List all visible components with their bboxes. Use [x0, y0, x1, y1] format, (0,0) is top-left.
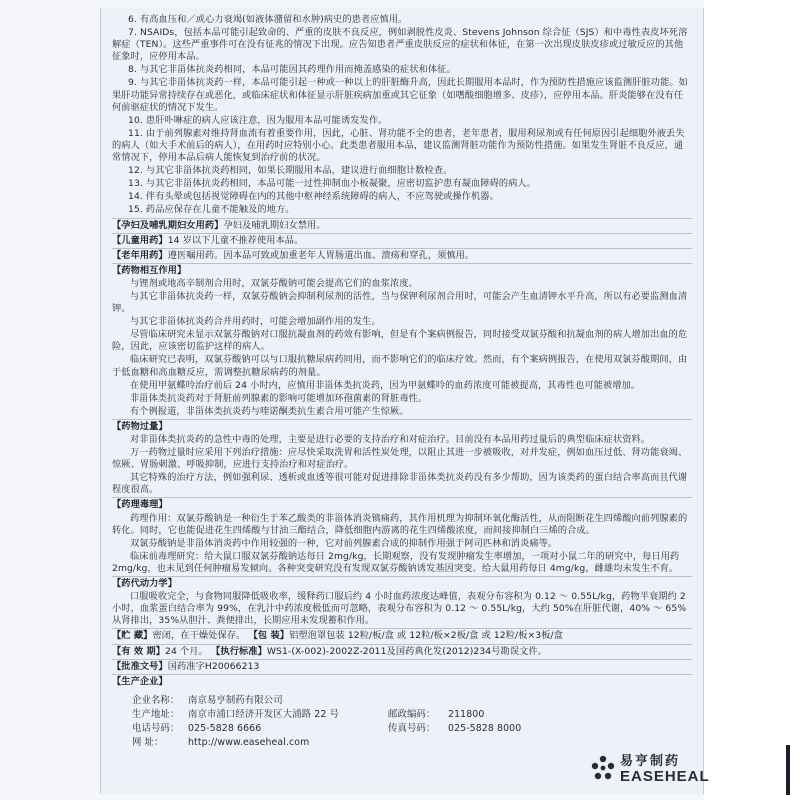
validity-text: 24 个月。: [165, 645, 208, 657]
storage-text: 密闭，在干燥处保存。: [152, 630, 246, 642]
address-value: 南京市浦口经济开发区大浦路 22 号: [188, 708, 339, 720]
pregnancy-text: 孕妇及哺乳期妇女禁用。: [223, 219, 326, 231]
precaution-6: 6. 有高血压和／或心力衰竭(如液体潴留和水肿)病史的患者应慎用。: [128, 14, 408, 25]
interaction-paragraph: 与锂剂或地高辛制剂合用时，双氯芬酸钠可能会提高它们的血浆浓度。: [130, 277, 418, 289]
precaution-9: 9. 与其它非甾体抗炎药一样，本品可能引起一种或一种以上的肝脏酶升高，因此长期服用本品时，作为预防性措施应该监测肝脏功能。如果肝功能异常持续存在或恶化，或临床症状和体征显示肝脏疾病加重或其它征象（如嗜酸细胞增多、皮疹），应停用本品。肝炎能够在没有任何前驱症状的情况下发生。: [112, 77, 688, 113]
manufacturer-heading: 【生产企业】: [112, 674, 692, 688]
company-name-value: 南京易亨制药有限公司: [188, 694, 283, 706]
elderly-text: 遵医嘱用药。因本品可致或加重老年人胃肠道出血、溃疡和穿孔，须慎用。: [167, 249, 475, 261]
interaction-paragraph: 有个例报道，非甾体类抗炎药与喹诺酮类抗生素合用可能产生惊厥。: [130, 405, 409, 417]
approval-text: 国药准字H20066213: [167, 660, 260, 672]
validity-standard-section: [112, 644, 692, 658]
logo-mark-icon: [590, 754, 616, 784]
overdose-paragraph: 万一药物过量时应采用下列治疗措施：应尽快采取洗胃和活性炭处理，以阻止其进一步被吸收，对并发症，例如血压过低、肾功能衰竭、惊厥、胃肠刺激、呼吸抑制，应进行支持治疗和对症治疗。: [112, 447, 688, 471]
standard-text: WS1-(X-002)-2002Z-2011及国药典化发(2012)234号勘误文件。: [266, 645, 547, 657]
standard-heading: 【执行标准】: [211, 645, 267, 657]
company-name-label: 企业名称：: [132, 694, 180, 706]
website-label: 网 址：: [132, 736, 164, 748]
pharmacology-paragraph: 临床前毒理研究：给大鼠口服双氯芬酸钠达每日 2mg/kg，长期观察，没有发现肿瘤发生率增加，一项对小鼠二年的研究中，每日用药 2mg/kg，也未见到任何肿瘤易发倾向。各种突变研究没有发现双氯芬酸钠诱发基因突变。给大鼠用药每日 4mg/kg，雌雄均未发生不育。: [112, 550, 680, 574]
validity-heading: 【有 效 期】: [112, 645, 166, 657]
precaution-11: 11. 由于前列腺素对维持肾血流有着重要作用，因此，心脏、肾功能不全的患者，老年患者，服用利尿剂或有任何原因引起细胞外液丢失的病人（如大手术前后的病人），在用药时应特别小心。此类患者服用本品，建议监测肾脏功能作为预防性措施。如果发生肾脏不良反应，通常情况下，停用本品后病人能恢复到治疗前的状况。: [112, 127, 685, 164]
overdose-paragraph: 其它特殊的治疗方法，例如强利尿、透析或血透等很可能对促进排除非甾体类抗炎药没有多少帮助，因为该类药的蛋白结合率高而且代谢程度很高。: [112, 472, 688, 496]
manufacturer-info: [112, 694, 692, 750]
package-heading: 【包 装】: [248, 630, 290, 642]
package-text: 铝塑泡罩包装 12粒/板/盒 或 12粒/板×2板/盒 或 12粒/板×3板/盒: [289, 630, 563, 642]
elderly-section: [112, 248, 692, 262]
manufacturer-address-row: [132, 708, 692, 722]
precaution-15: 15. 药品应保存在儿童不能触及的地方。: [128, 204, 295, 216]
pharmacology-paragraph: 双氯芬酸钠是非甾体消炎药中作用较强的一种，它对前列腺素合成的抑制作用强于阿司匹林和消炎痛等。: [130, 537, 558, 549]
interaction-paragraph: 与其它非甾体抗炎药一样，双氯芬酸钠会抑制利尿剂的活性，当与保钾利尿剂合用时，可能会产生血清钾水平升高，所以有必要监测血清钾。: [112, 290, 688, 315]
pharmacology-paragraph: 药理作用：双氯芬酸钠是一种衍生于苯乙酸类的非甾体消炎镇痛药，其作用机理为抑制环氧化酶活性，从而阻断花生四烯酸向前列腺素的转化。同时，它也能促进花生四烯酸与甘油三酯结合，降低细胞内游离的花生四烯酸浓度，而间接抑制白三烯的合成。: [112, 512, 688, 536]
zip-label: 邮政编码：: [388, 708, 436, 720]
interaction-paragraph: 尽管临床研究未显示双氯芬酸钠对口服抗凝血剂的药效有影响，但是有个案病例报告，同时接受双氯芬酸和抗凝血剂的病人增加出血的危险，因此，应该密切监护这样的病人。: [112, 329, 688, 353]
right-margin: [704, 0, 800, 800]
pharmacology-heading: 【药理毒理】: [112, 497, 692, 511]
manufacturer-name-row: [132, 694, 692, 708]
fax-value: 025-5828 8000: [448, 722, 522, 734]
phone-value: 025-5828 6666: [188, 722, 262, 734]
pharmacokinetics-heading: 【药代动力学】: [112, 576, 692, 590]
overdose-heading: 【药物过量】: [112, 419, 692, 433]
precaution-14: 14. 伴有头晕或包括视觉障碍在内的其他中枢神经系统障碍的病人，不应驾驶或操作机器。: [128, 191, 499, 203]
interaction-paragraph: 与其它非甾体抗炎药合并用药时，可能会增加副作用的发生。: [130, 316, 381, 328]
children-heading: 【儿童用药】: [112, 234, 168, 246]
fax-label: 传真号码：: [388, 722, 436, 734]
pregnancy-section: [112, 218, 692, 232]
elderly-heading: 【老年用药】: [112, 249, 168, 261]
approval-heading: 【批准文号】: [112, 660, 168, 672]
approval-section: [112, 659, 692, 673]
zip-value: 211800: [448, 708, 485, 720]
precaution-12: 12. 与其它非甾体抗炎药相同，如果长期服用本品，建议进行血细胞计数检查。: [128, 165, 453, 177]
precaution-13: 13. 与其它非甾体抗炎药相同，本品可能一过性抑制血小板凝聚，应密切监护患有凝血障碍的病人。: [128, 178, 537, 190]
interaction-paragraph: 在使用甲氨蝶呤治疗前后 24 小时内，应慎用非甾体类抗炎药，因为甲氨蝶呤的血药浓度可能被提高，其毒性也可能被增加。: [130, 379, 641, 391]
edge-mark: [786, 745, 790, 795]
interaction-paragraph: 临床研究已表明，双氯芬酸钠可以与口服抗糖尿病药同用，而不影响它们的临床疗效。然而，有个案病例报告，在使用双氯芬酸期间，由于低血糖和高血糖反应，需调整抗糖尿病药的剂量。: [112, 354, 688, 378]
logo-english-name: EASEHEAL: [620, 768, 710, 785]
interaction-paragraph: 非甾体类抗炎药对于肾脏前列腺素的影响可能增加环孢菌素的肾脏毒性。: [130, 392, 428, 404]
website-value[interactable]: http://www.easeheal.com: [188, 736, 310, 748]
precaution-7: 7. NSAIDs，包括本品可能引起致命的、严重的皮肤不良反应，例如剥脱性皮炎、Stevens Johnson 综合征（SJS）和中毒性表皮坏死溶解症（TEN）。这些严重事件可在没有征兆的情况下出现。应告知患者严重皮肤反应的症状和体征，在第一次出现皮肤皮疹或过敏反应的其他征象时，应停用本品。: [112, 27, 688, 63]
children-section: [112, 233, 692, 247]
storage-pack-section: [112, 628, 692, 642]
pregnancy-heading: 【孕妇及哺乳期妇女用药】: [112, 219, 224, 231]
address-label: 生产地址：: [132, 708, 180, 720]
children-text: 14 岁以下儿童不推荐使用本品。: [167, 234, 304, 246]
logo-chinese-name: 易亨制药: [620, 754, 681, 769]
storage-heading: 【贮 藏】: [112, 630, 153, 642]
overdose-paragraph: 对非甾体类抗炎药的急性中毒的处理，主要是进行必要的支持治疗和对症治疗。目前没有本品用药过量后的典型临床症状资料。: [130, 434, 651, 445]
phone-label: 电话号码：: [132, 722, 180, 734]
company-logo: [590, 750, 710, 790]
precaution-8: 8. 与其它非甾体抗炎药相同，本品可能因其药理作用而掩盖感染的症状和体征。: [128, 64, 456, 76]
precaution-10: 10. 患肝卟啉症的病人应该注意，因为服用本品可能诱发发作。: [128, 114, 388, 126]
manufacturer-web-row: [132, 736, 692, 750]
manufacturer-phone-row: [132, 722, 692, 736]
leaflet-content: [112, 14, 692, 750]
pharmacokinetics-paragraph: 口服吸收完全，与食物同服降低吸收率，缓释药口服后约 4 小时血药浓度达峰值，表观分布容积为 0.12 ～ 0.55L/kg，药物半衰期约 2 小时，血浆蛋白结合率为 99%，在乳汁中药浓度极低而可忽略，表观分布容积为 0.12 ～ 0.55L/kg，大约 50%在肝脏代谢，40% ～ 65%从肾排出，35%从胆汁、粪便排出，长期应用未发现蓄积作用。: [112, 591, 687, 627]
interactions-heading: 【药物相互作用】: [112, 263, 692, 277]
